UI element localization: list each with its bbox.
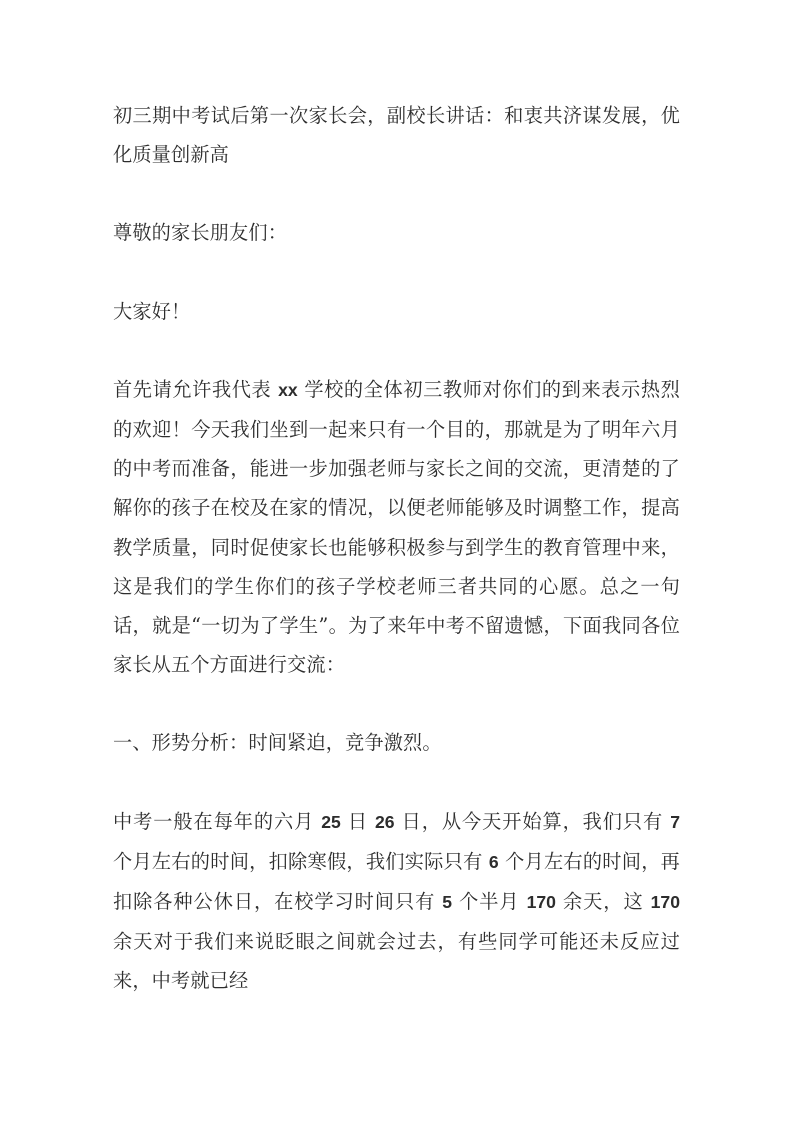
greeting-line: 大家好！ xyxy=(113,299,191,323)
inline-latin-run: 170 xyxy=(526,892,556,913)
inline-latin-run: 6 xyxy=(488,851,499,872)
inline-latin-run: 25 xyxy=(321,811,341,832)
document-title: 初三期中考试后第一次家长会，副校长讲话：和衷共济谋发展，优化质量创新高 xyxy=(113,104,680,167)
document-text-body xyxy=(113,96,680,1001)
inline-latin-run: xx xyxy=(278,379,298,400)
opening-paragraph: 首先请允许我代表 xx 学校的全体初三教师对你们的到来表示热烈的欢迎！今天我们坐到一起来只有一个目的，那就是为了明年六月的中考而准备，能进一步加强老师与家长之间的交流，更清楚的了解你的孩子在校及在家的情况，以便老师能够及时调整工作，提高教学质量，同时促使家长也能够积极参与到学生的教育管理中来，这是我们的学生你们的孩子学校老师三者共同的心愿。总之一句话，就是“一切为了学生”。为了来年中考不留遗憾，下面我同各位家长从五个方面进行交流： xyxy=(113,377,680,677)
inline-latin-run: 26 xyxy=(375,811,395,832)
section-heading-1: 一、形势分析：时间紧迫，竞争激烈。 xyxy=(113,731,442,755)
inline-latin-run: 7 xyxy=(670,811,680,832)
salutation-line: 尊敬的家长朋友们： xyxy=(113,221,288,245)
inline-latin-run: 5 xyxy=(442,892,453,913)
section-body-1: 中考一般在每年的六月 25 日 26 日，从今天开始算，我们只有 7 个月左右的时间，扣除寒假，我们实际只有 6 个月左右的时间，再扣除各种公休日，在校学习时间只有 5 个半月 170 余天，这 170 余天对于我们来说眨眼之间就会过去，有些同学可能还未反应过来，中考就已经 xyxy=(113,809,680,993)
inline-latin-run: 170 xyxy=(650,892,680,913)
